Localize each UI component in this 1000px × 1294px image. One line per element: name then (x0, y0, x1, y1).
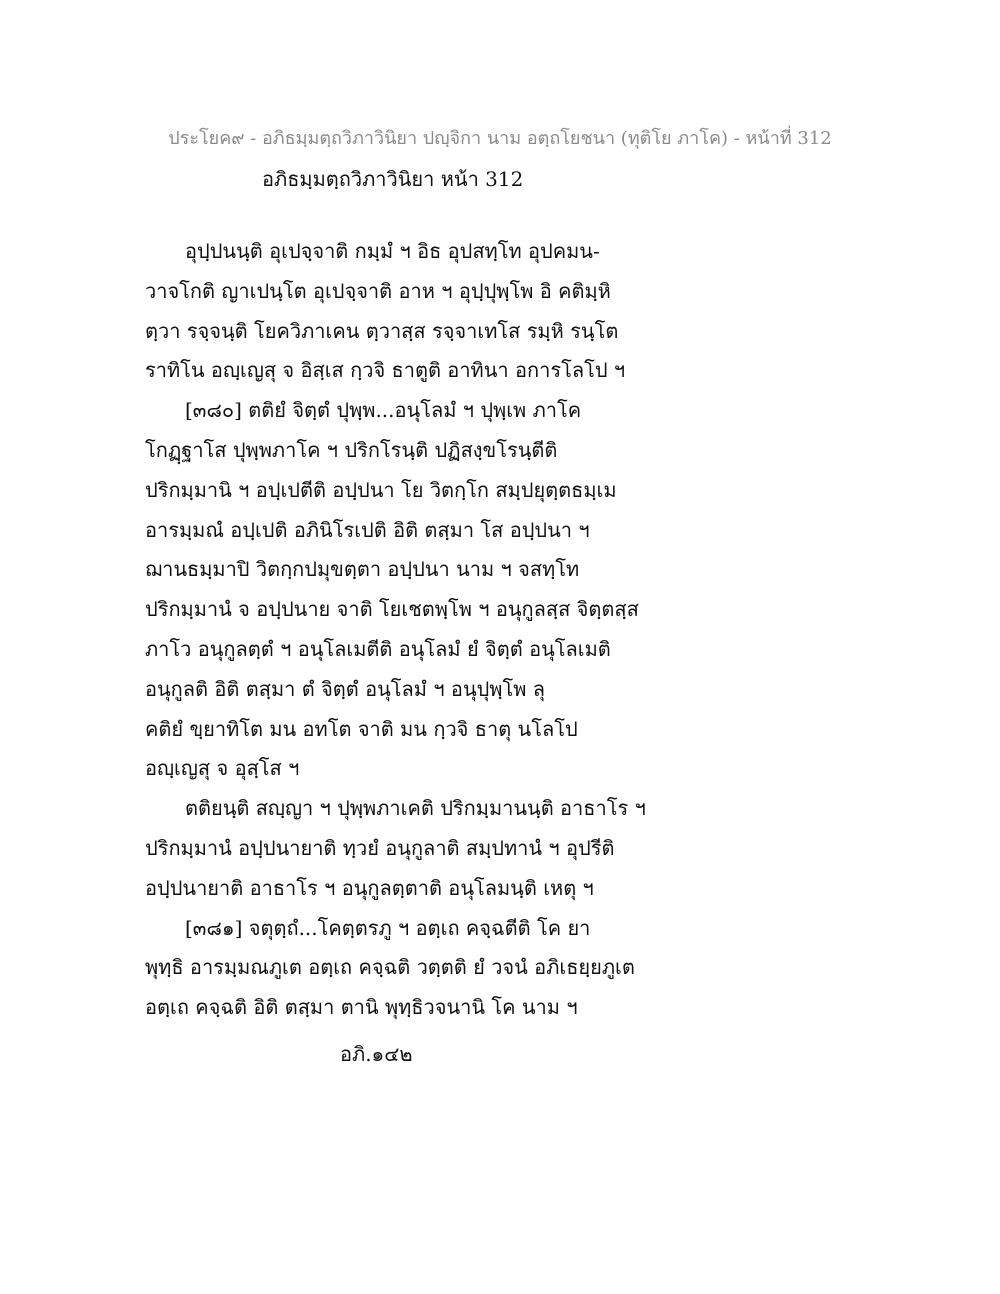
page-title: อภิธมฺมตฺถวิภาวินิยา หน้า 312 (262, 167, 524, 191)
text-line: ภาโว อนุกูลตฺตํ ฯ อนุโลเมตีติ อนุโลมํ ยํ จิตฺตํ อนุโลเมติ (145, 636, 611, 661)
text-line: ปริกมฺมานํ จ อปฺปนาย จาติ โยเชตพฺโพ ฯ อนุกูลสฺส จิตฺตสฺส (145, 597, 639, 622)
text-line: อปฺปนายาติ อาธาโร ฯ อนุกูลตฺตาติ อนุโลมนฺติ เหตุ ฯ (145, 875, 594, 900)
text-line: [๓๘๐] ตติยํ จิตฺตํ ปุพฺพ...อนุโลมํ ฯ ปุพฺเพ ภาโค (185, 398, 582, 423)
text-line: อารมฺมณํ อปฺเปติ อภินิโรเปติ อิติ ตสฺมา โส อปฺปนา ฯ (145, 517, 590, 542)
text-line: อตฺเถ คจฺฉติ อิติ ตสฺมา ตานิ พุทฺธิวจนานิ โค นาม ฯ (145, 995, 578, 1020)
text-line: วาจโกติ ญาเปนฺโต อุเปจฺจาติ อาห ฯ อุปฺปุพฺโพ อิ คติมฺหิ (145, 278, 611, 303)
text-line: ฌานธมฺมาปิ วิตกฺกปมุขตฺตา อปฺปนา นาม ฯ จสทฺโท (145, 557, 580, 582)
text-line: อญฺเญสุ จ อุสฺโส ฯ (145, 756, 300, 781)
text-line: ตติยนฺติ สญฺญา ฯ ปุพฺพภาเคติ ปริกมฺมานนฺติ อาธาโร ฯ (185, 796, 646, 821)
text-line: ตฺวา รจฺจนฺติ โยควิภาเคน ตฺวาสฺส รจฺจาเทโส รมฺหิ รนฺโต (145, 318, 619, 343)
body-text (145, 232, 865, 1028)
text-line: อุปฺปนนฺติ อุเปจฺจาติ กมฺมํ ฯ อิธ อุปสทฺโท อุปคมน- (185, 239, 600, 263)
text-line: คติยํ ขฺยาทิโต มน อทโต จาติ มน กฺวจิ ธาตุ นโลโป (145, 716, 578, 741)
text-line: ปริกมฺมานํ อปฺปนายาติ ทฺวยํ อนุกูลาติ สมฺปทานํ ฯ อุปรีติ (145, 835, 615, 860)
text-line: [๓๘๑] จตุตฺถํ...โคตฺตรภู ฯ อตฺเถ คจฺฉตีติ โค ยา (185, 915, 591, 940)
running-header: ประโยค๙ - อภิธมฺมตฺถวิภาวินิยา ปญฺจิกา นาม อตฺถโยชนา (ทุติโย ภาโค) - หน้าที่ 312 (168, 128, 832, 149)
text-line: โกฏฺฐาโส ปุพฺพภาโค ฯ ปริกโรนฺติ ปฏิสงฺขโรนฺตีติ (145, 437, 558, 462)
text-line: พุทฺธิ อารมฺมณภูเต อตฺเถ คจฺฉติ วตฺตติ ยํ วจนํ อภิเธยฺยภูเต (145, 955, 635, 980)
text-line: อนุกูลติ อิติ ตสฺมา ตํ จิตฺตํ อนุโลมํ ฯ อนุปุพฺโพ ลุ (145, 676, 546, 701)
page-footer: อภิ.๑๔๒ (340, 1042, 413, 1066)
text-line: ปริกมฺมานิ ฯ อปฺเปตีติ อปฺปนา โย วิตกฺโก สมฺปยุตฺตธมฺเม (145, 477, 617, 502)
text-line: ราทิโน อญฺเญสุ จ อิสฺเส กฺวจิ ธาตูติ อาทินา อการโลโป ฯ (145, 358, 626, 383)
